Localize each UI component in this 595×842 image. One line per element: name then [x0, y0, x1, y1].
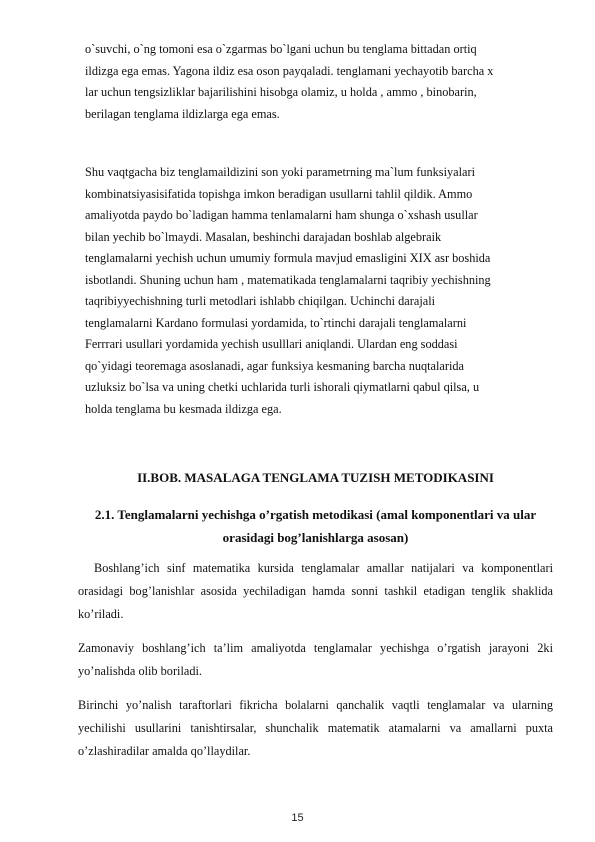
section-heading: 2.1. Tenglamalarni yechishga o’rgatish metodikasi (amal komponentlari va ular orasidagi bog’lanishlarga asosan) — [94, 507, 537, 545]
text-line: Shu vaqtgacha biz tenglamaildizini son yoki parametrning ma`lum funksiyalari — [85, 165, 475, 179]
text-line: qo`yidagi teoremaga asoslanadi, agar funksiya kesmaning barcha nuqtalarida — [85, 358, 465, 373]
text-line: amaliyotda paydo bo`ladigan hamma tenlamalarni ham shunga o`xshash usullar — [85, 208, 478, 222]
text-line: ildizga ega emas. Yagona ildiz esa oson payqaladi. tenglamani yechayotib barcha x — [85, 63, 494, 78]
text-block-top — [85, 39, 560, 125]
text-line: tenglamalarni Kardano formulasi yordamida, to`rtinchi darajali tenglamalarni — [85, 315, 467, 330]
text-line: kombinatsiyasisifatida topishga imkon beradigan usullarni tahlil qildik. Ammo — [85, 186, 473, 201]
text-line: lar uchun tengsizliklar bajarilishini hisobga olamiz, u holda , ammo , binobarin, — [85, 85, 477, 99]
text-line: taqribiyyechishning turli metodlari ishlabb chiqilgan. Uchinchi darajali — [85, 294, 436, 308]
text-line: bilan yechib bo`lmaydi. Masalan, beshinchi darajadan boshlab algebraik — [85, 229, 442, 244]
page-number: 15 — [291, 812, 304, 824]
paragraph-intro: Boshlang’ich sinf matematika kursida tenglamalar amallar natijalari va komponentlari orasidagi bog’lanishlar asosida yechiladigan hamda sonni tashkil etadigan tenglik shaklida ko’riladi. — [78, 561, 553, 621]
text-line: berilagan tenglama ildizlarga ega emas. — [85, 106, 280, 121]
text-line: holda tenglama bu kesmada ildizga ega. — [85, 401, 282, 416]
text-line: Ferrrari usullari yordamida yechish usulllari aniqlandi. Ulardan eng soddasi — [85, 337, 458, 351]
text-block-methods — [85, 162, 560, 420]
chapter-heading: II.BOB. MASALAGA TENGLAMA TUZISH METODIKASINI — [137, 470, 494, 485]
text-line: tenglamalarni yechish uchun umumiy formula mavjud emasligini XIX asr boshida — [85, 251, 491, 265]
text-line: isbotlandi. Shuning uchun ham , matematikada tenglamalarni taqribiy yechishning — [85, 272, 491, 287]
paragraph-directions: Zamonaviy boshlang’ich ta’lim amaliyotda tenglamalar yechishga o’rgatish jarayoni 2ki yo’nalishda olib boriladi. — [78, 641, 553, 678]
paragraph-first-direction: Birinchi yo’nalish taraftorlari fikricha bolalarni qanchalik vaqtli tenglamalar va ularning yechilishi usullarini tanishtirsalar, shunchalik matematik atamalarni va amallarni puxta o’zlashiradilar amalda qo’llaydilar. — [78, 698, 553, 758]
text-line: uzluksiz bo`lsa va uning chetki uchlarida turli ishorali qiymatlarni qabul qilsa, u — [85, 380, 480, 394]
text-line: o`suvchi, o`ng tomoni esa o`zgarmas bo`lgani uchun bu tenglama bittadan ortiq — [85, 42, 477, 56]
